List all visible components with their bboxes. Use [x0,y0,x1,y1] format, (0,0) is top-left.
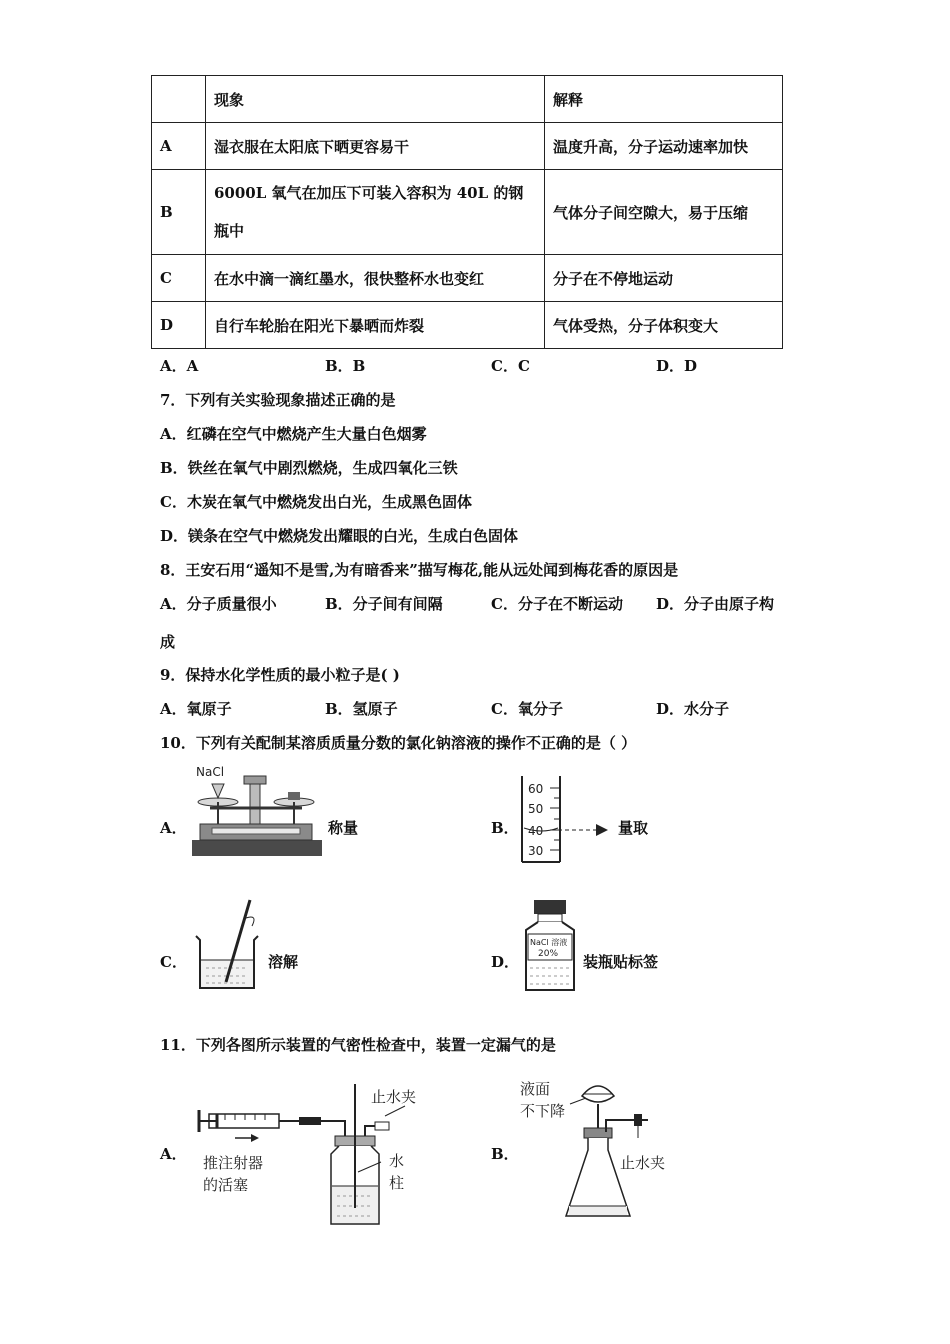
syringe-apparatus-illustration [195,1080,435,1228]
table-row [152,123,783,170]
option-letter: B． [491,1145,519,1163]
option: A．A [160,357,199,375]
row-phenomenon: 自行车轮胎在阳光下暴晒而炸裂 [206,302,545,349]
option-label: 溶解 [268,953,299,971]
bottle-label-line: 20% [538,949,559,959]
apparatus-caption: 的活塞 [203,1176,249,1194]
flask-apparatus-illustration [518,1076,688,1226]
option: A．分子质量很小 [160,595,277,613]
option: C．木炭在氧气中燃烧发出白光，生成黑色固体 [160,493,472,511]
row-explanation: 气体分子间空隙大，易于压缩 [545,170,783,255]
clamp-label: 止水夹 [620,1154,666,1172]
option-label: 量取 [618,819,649,837]
option-letter: C． [160,953,187,971]
option: B．铁丝在氧气中剧烈燃烧，生成四氧化三铁 [160,459,458,477]
bottle-label-line: NaCl 溶液 [530,938,568,947]
option: D．D [656,357,698,375]
option: B．分子间有间隔 [325,595,443,613]
option-label: 装瓶贴标签 [583,953,659,971]
row-phenomenon-line: 瓶中 [214,222,245,240]
option: A．红磷在空气中燃烧产生大量白色烟雾 [160,425,427,443]
apparatus-caption: 推注射器 [203,1154,264,1172]
option-wrap: 成 [160,633,176,651]
water-label: 水 [389,1152,405,1170]
option-letter: A． [160,819,187,837]
row-label: C [152,255,206,302]
question-stem: 9．保持水化学性质的最小粒子是( ) [160,666,400,684]
option-letter: D． [491,953,520,971]
row-explanation: 气体受热，分子体积变大 [545,302,783,349]
row-phenomenon: 在水中滴一滴红墨水，很快整杯水也变红 [206,255,545,302]
clamp-label: 止水夹 [371,1088,417,1106]
scale-tick-label: 30 [528,844,544,858]
row-phenomenon-line: 6000L 氧气在加压下可装入容积为 40L 的钢 [214,184,524,202]
option-letter: B． [491,819,519,837]
table-header-row [152,76,783,123]
water-label: 柱 [389,1174,405,1192]
balance-illustration [190,762,325,862]
option: D．镁条在空气中燃烧发出耀眼的白光，生成白色固体 [160,527,519,545]
table-header-cell [152,76,206,123]
table-row [152,170,783,255]
cylinder-illustration [518,774,618,866]
table-row [152,302,783,349]
option-label: 称量 [328,819,359,837]
scale-tick-label: 40 [528,824,544,838]
scale-tick-label: 60 [528,782,544,796]
table-header-cell: 现象 [206,76,545,123]
table-row [152,255,783,302]
bottle-illustration [520,898,580,994]
nacl-label: NaCl [196,765,225,779]
row-label: B [152,170,206,255]
question-stem: 10．下列有关配制某溶质质量分数的氯化钠溶液的操作不正确的是（ ） [160,734,637,752]
question-stem: 7．下列有关实验现象描述正确的是 [160,391,396,409]
row-explanation: 温度升高，分子运动速率加快 [545,123,783,170]
row-phenomenon [206,170,545,255]
option: D．水分子 [656,700,730,718]
option: C．氧分子 [491,700,563,718]
table-header-cell: 解释 [545,76,783,123]
phenomenon-table [151,75,783,349]
beaker-illustration [192,896,267,992]
option: B．B [325,357,366,375]
option: D．分子由原子构 [656,595,775,613]
option: C．分子在不断运动 [491,595,623,613]
liquid-level-label: 液面 [520,1080,551,1098]
scale-tick-label: 50 [528,802,544,816]
option: C．C [491,357,530,375]
option: A．氧原子 [160,700,232,718]
row-label: A [152,123,206,170]
liquid-level-label: 不下降 [520,1102,566,1120]
option-letter: A． [160,1145,187,1163]
row-phenomenon: 湿衣服在太阳底下晒更容易干 [206,123,545,170]
row-label: D [152,302,206,349]
question-stem: 8．王安石用“遥知不是雪,为有暗香来”描写梅花,能从远处闻到梅花香的原因是 [160,561,679,579]
option: B．氢原子 [325,700,398,718]
question-stem: 11．下列各图所示装置的气密性检查中，装置一定漏气的是 [160,1036,556,1054]
row-explanation: 分子在不停地运动 [545,255,783,302]
